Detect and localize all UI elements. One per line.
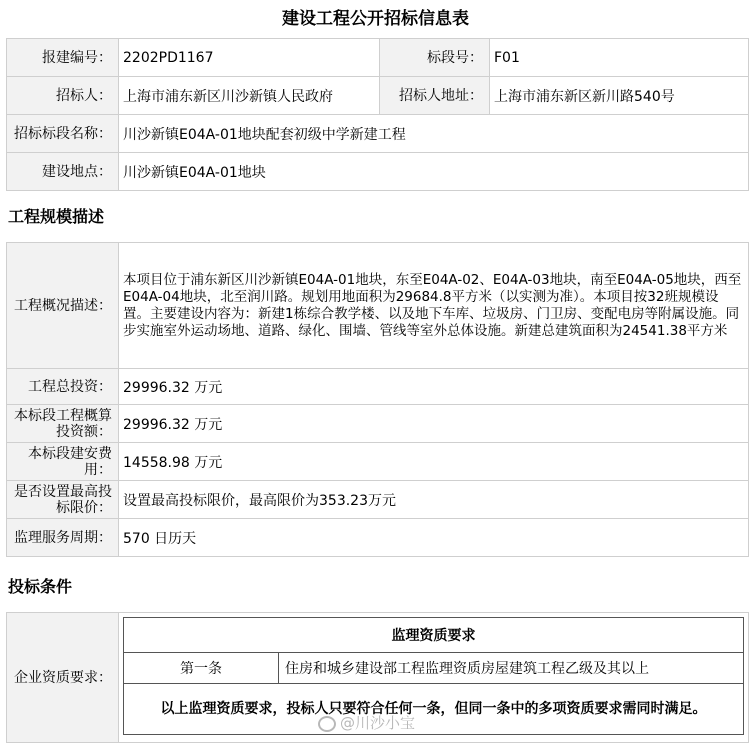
watermark — [318, 712, 415, 733]
section-heading-conditions: 投标条件 — [8, 577, 73, 596]
max-price-label: 是否设置最高投标限价： — [7, 481, 119, 519]
period-label: 监理服务周期： — [7, 519, 119, 557]
report-no-value: 2202PD1167 — [119, 39, 380, 77]
install-cost-label: 本标段建安费用： — [7, 443, 119, 481]
qual-item-no: 第一条 — [124, 653, 279, 684]
qual-note: 以上监理资质要求，投标人只要符合任何一条，但同一条中的多项资质要求需同时满足。 — [124, 684, 744, 735]
scale-table — [6, 242, 749, 557]
watermark-text: @川沙小宝 — [340, 714, 416, 732]
tenderer-addr-value: 上海市浦东新区新川路540号 — [490, 77, 749, 115]
qual-requirements-table — [123, 617, 744, 735]
tenderer-value: 上海市浦东新区川沙新镇人民政府 — [119, 77, 380, 115]
section-heading-scale: 工程规模描述 — [8, 207, 105, 226]
install-cost-value: 14558.98 万元 — [119, 443, 749, 481]
overview-label: 工程概况描述： — [7, 243, 119, 369]
location-value: 川沙新镇E04A-01地块 — [119, 153, 749, 191]
qual-label: 企业资质要求： — [7, 613, 119, 743]
period-value: 570 日历天 — [119, 519, 749, 557]
weibo-icon — [318, 716, 336, 732]
total-invest-value: 29996.32 万元 — [119, 369, 749, 405]
section-name-label: 招标标段名称： — [7, 115, 119, 153]
qual-item-text: 住房和城乡建设部工程监理资质房屋建筑工程乙级及其以上 — [279, 653, 744, 684]
tenderer-addr-label: 招标人地址： — [380, 77, 490, 115]
overview-value: 本项目位于浦东新区川沙新镇E04A-01地块，东至E04A-02、E04A-03地块，南至E04A-05地块，西至E04A-04地块，北至润川路。规划用地面积为29684.8平方米（以实测为准）。本项目按32班规模设置。主要建设内容为：新建1栋综合教学楼、以及地下车库、垃圾房、门卫房、变配电房等附属设施。同步实施室外运动场地、道路、绿化、围墙、管线等室外总体设施。新建总建筑面积为24541.38平方米 — [119, 243, 749, 369]
section-name-value: 川沙新镇E04A-01地块配套初级中学新建工程 — [119, 115, 749, 153]
location-label: 建设地点： — [7, 153, 119, 191]
section-no-label: 标段号： — [380, 39, 490, 77]
max-price-value: 设置最高投标限价，最高限价为353.23万元 — [119, 481, 749, 519]
basic-info-table — [6, 38, 749, 191]
section-no-value: F01 — [490, 39, 749, 77]
qual-header: 监理资质要求 — [124, 618, 744, 653]
section-invest-value: 29996.32 万元 — [119, 405, 749, 443]
report-no-label: 报建编号： — [7, 39, 119, 77]
tenderer-label: 招标人： — [7, 77, 119, 115]
page-title: 建设工程公开招标信息表 — [282, 9, 469, 29]
total-invest-label: 工程总投资： — [7, 369, 119, 405]
section-invest-label: 本标段工程概算投资额： — [7, 405, 119, 443]
